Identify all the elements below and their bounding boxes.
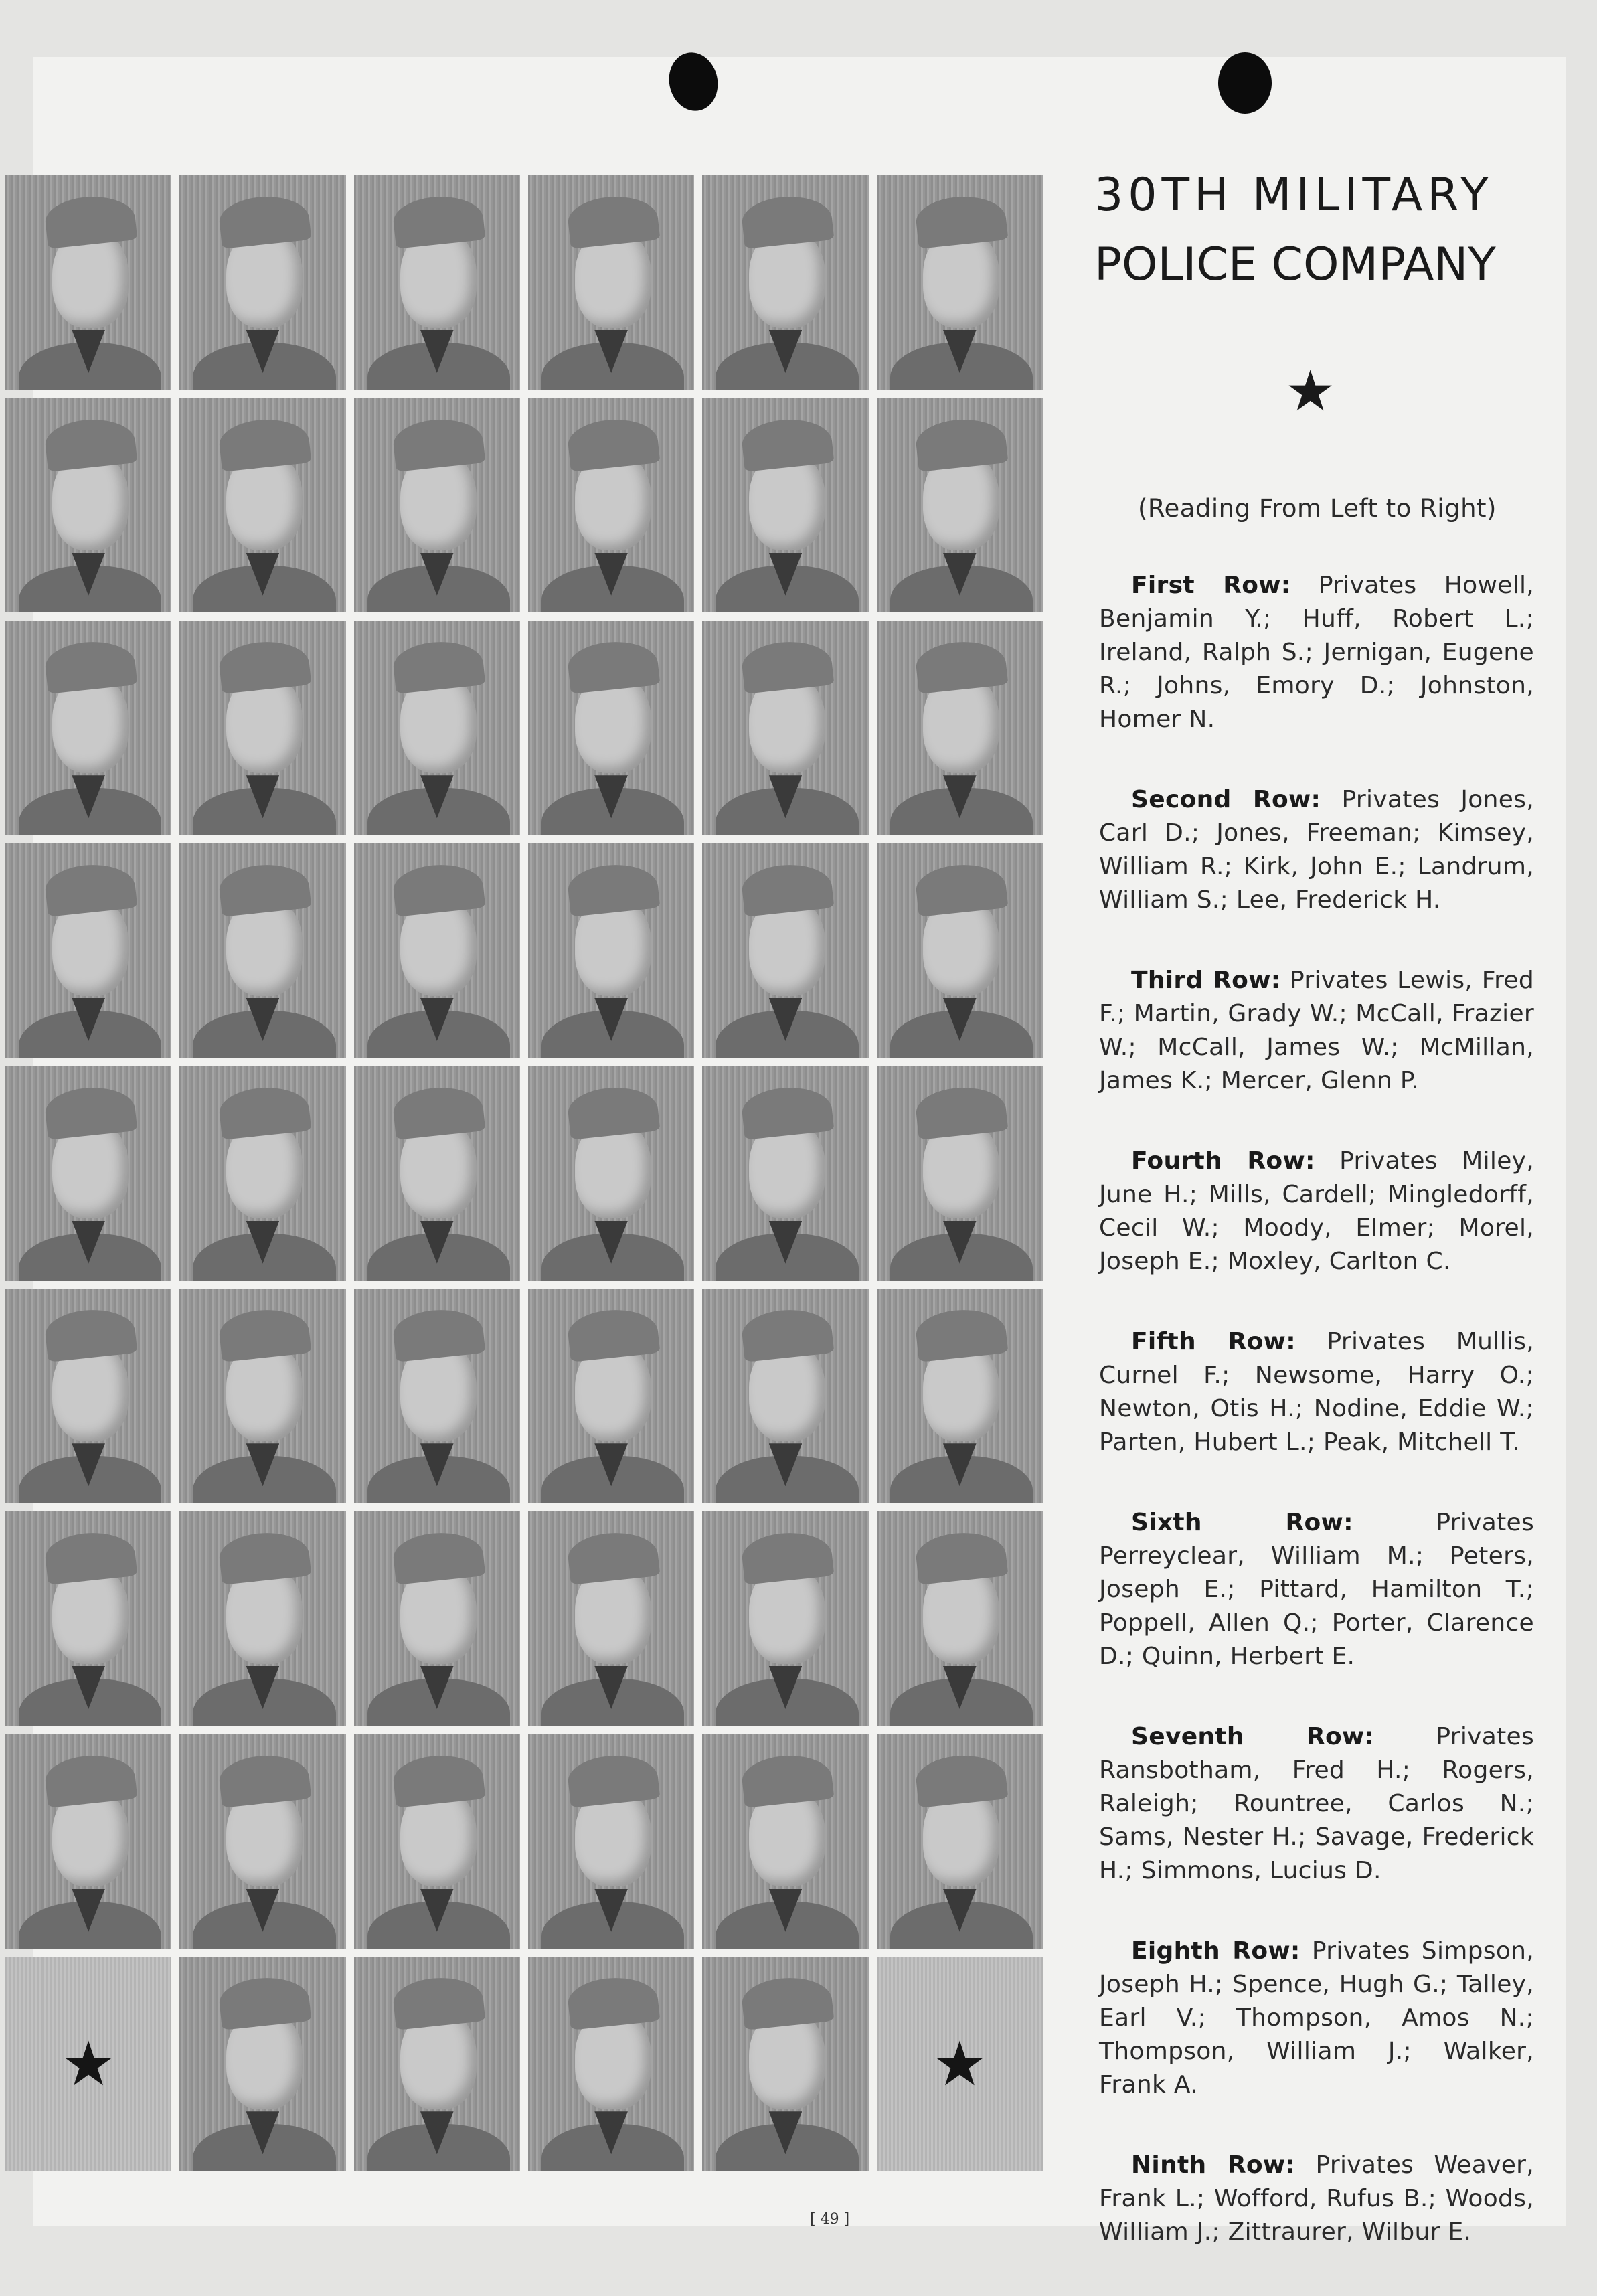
- portrait-cap: [392, 1751, 486, 1807]
- portrait-photo: [877, 843, 1043, 1058]
- portrait-cap: [740, 860, 835, 916]
- portrait-photo: [702, 398, 868, 613]
- portrait-grid: [5, 175, 1043, 2171]
- portrait-photo: [702, 843, 868, 1058]
- portrait-photo: [179, 1957, 345, 2171]
- portrait-cap: [914, 415, 1009, 471]
- portrait-cap: [566, 638, 660, 694]
- portrait-cap: [740, 415, 835, 471]
- portrait-photo: [877, 1734, 1043, 1949]
- row-names: Privates Weaver, Frank L.; Wofford, Rufus B.; Woods, William J.; Zittraurer, Wilbur E.: [1099, 2151, 1535, 2246]
- portrait-cap: [914, 1751, 1009, 1807]
- portrait-cap: [392, 192, 486, 248]
- row-names: Privates Lewis, Fred F.; Martin, Grady W.; McCall, Frazier W.; McCall, James W.; McMillan, James K.; Mercer, Glenn P.: [1099, 967, 1534, 1094]
- portrait-cap: [392, 1083, 486, 1139]
- portrait-photo: [702, 1066, 868, 1281]
- portrait-cap: [43, 415, 137, 471]
- portrait-cap: [566, 1528, 660, 1584]
- star-icon: ★: [60, 2028, 116, 2101]
- row-caption-6: [1099, 1506, 1534, 1673]
- portrait-photo: [179, 398, 345, 613]
- portrait-cap: [43, 192, 137, 248]
- portrait-photo: [179, 621, 345, 835]
- portrait-photo: [354, 398, 520, 613]
- portrait-photo: [354, 621, 520, 835]
- portrait-cap: [392, 860, 486, 916]
- portrait-cap: [218, 1974, 312, 2030]
- portrait-cap: [914, 192, 1009, 248]
- portrait-cap: [566, 192, 660, 248]
- row-label: Seventh Row:: [1131, 1723, 1375, 1750]
- row-caption-9: [1099, 2149, 1534, 2249]
- portrait-cap: [392, 415, 486, 471]
- row-names: Privates Mullis, Curnel F.; Newsome, Harry O.; Newton, Otis H.; Nodine, Eddie W.; Parten, Hubert L.; Peak, Mitchell T.: [1099, 1328, 1534, 1456]
- portrait-photo: [702, 175, 868, 390]
- punch-hole-right: [1218, 52, 1272, 114]
- portrait-cap: [218, 1083, 312, 1139]
- portrait-photo: [354, 1511, 520, 1726]
- row-names: Privates Simpson, Joseph H.; Spence, Hugh G.; Talley, Earl V.; Thompson, Amos N.; Thompson, William J.; Walker, Frank A.: [1099, 1937, 1535, 2099]
- title-line-1: 30TH MILITARY: [1094, 169, 1493, 222]
- portrait-photo: [702, 1511, 868, 1726]
- portrait-cap: [43, 1083, 137, 1139]
- portrait-photo: [877, 398, 1043, 613]
- portrait-photo: [877, 1066, 1043, 1281]
- portrait-cap: [566, 1974, 660, 2030]
- portrait-photo: [528, 1734, 694, 1949]
- portrait-photo: [877, 175, 1043, 390]
- portrait-photo: [354, 175, 520, 390]
- portrait-cap: [566, 1083, 660, 1139]
- portrait-cap: [740, 638, 835, 694]
- portrait-cap: [740, 1751, 835, 1807]
- star-placeholder: [5, 1957, 171, 2171]
- portrait-cap: [218, 192, 312, 248]
- portrait-photo: [354, 1066, 520, 1281]
- row-caption-8: [1099, 1935, 1534, 2102]
- portrait-cap: [218, 1751, 312, 1807]
- portrait-cap: [740, 192, 835, 248]
- portrait-cap: [740, 1528, 835, 1584]
- portrait-photo: [877, 621, 1043, 835]
- portrait-photo: [354, 843, 520, 1058]
- portrait-photo: [5, 1066, 171, 1281]
- row-label: Ninth Row:: [1131, 2151, 1296, 2179]
- portrait-photo: [5, 1289, 171, 1503]
- star-placeholder: [877, 1957, 1043, 2171]
- portrait-cap: [566, 1751, 660, 1807]
- portrait-cap: [740, 1974, 835, 2030]
- portrait-photo: [5, 1734, 171, 1949]
- portrait-cap: [566, 415, 660, 471]
- portrait-photo: [528, 398, 694, 613]
- portrait-cap: [218, 1306, 312, 1362]
- title-line-2: POLICE COMPANY: [1094, 238, 1496, 291]
- row-label: Fifth Row:: [1131, 1328, 1296, 1356]
- row-label: Second Row:: [1131, 786, 1321, 813]
- row-caption-2: [1099, 783, 1534, 917]
- portrait-cap: [43, 1306, 137, 1362]
- portrait-cap: [392, 1974, 486, 2030]
- row-caption-7: [1099, 1720, 1534, 1888]
- reading-note: (Reading From Left to Right): [1138, 494, 1497, 523]
- portrait-cap: [218, 638, 312, 694]
- portrait-cap: [914, 1528, 1009, 1584]
- portrait-cap: [43, 1528, 137, 1584]
- portrait-cap: [43, 1751, 137, 1807]
- portrait-photo: [5, 398, 171, 613]
- portrait-photo: [179, 175, 345, 390]
- portrait-cap: [392, 638, 486, 694]
- portrait-cap: [218, 415, 312, 471]
- portrait-cap: [914, 1306, 1009, 1362]
- row-label: Eighth Row:: [1131, 1937, 1300, 1965]
- row-names: Privates Howell, Benjamin Y.; Huff, Robert L.; Ireland, Ralph S.; Jernigan, Eugene R.; Johns, Emory D.; Johnston, Homer N.: [1099, 572, 1534, 733]
- row-label: Third Row:: [1131, 967, 1281, 994]
- portrait-cap: [914, 860, 1009, 916]
- portrait-cap: [392, 1528, 486, 1584]
- portrait-photo: [528, 1066, 694, 1281]
- portrait-cap: [392, 1306, 486, 1362]
- portrait-photo: [5, 1511, 171, 1726]
- portrait-photo: [528, 621, 694, 835]
- page-title: [1094, 169, 1549, 291]
- portrait-photo: [702, 1957, 868, 2171]
- row-caption-3: [1099, 964, 1534, 1098]
- page-number: [ 49 ]: [810, 2211, 850, 2228]
- row-names: Privates Jones, Carl D.; Jones, Freeman; Kimsey, William R.; Kirk, John E.; Landrum, William S.; Lee, Frederick H.: [1099, 786, 1534, 914]
- row-label: First Row:: [1131, 572, 1291, 599]
- portrait-photo: [528, 843, 694, 1058]
- portrait-cap: [566, 1306, 660, 1362]
- portrait-photo: [877, 1289, 1043, 1503]
- portrait-photo: [702, 1289, 868, 1503]
- portrait-photo: [702, 1734, 868, 1949]
- portrait-photo: [179, 843, 345, 1058]
- portrait-photo: [5, 843, 171, 1058]
- portrait-photo: [354, 1957, 520, 2171]
- portrait-cap: [914, 1083, 1009, 1139]
- row-caption-5: [1099, 1325, 1534, 1459]
- row-names: Privates Miley, June H.; Mills, Cardell; Mingledorff, Cecil W.; Moody, Elmer; Morel, Joseph E.; Moxley, Carlton C.: [1099, 1147, 1535, 1275]
- portrait-photo: [179, 1289, 345, 1503]
- portrait-photo: [877, 1511, 1043, 1726]
- portrait-cap: [740, 1306, 835, 1362]
- portrait-photo: [179, 1511, 345, 1726]
- portrait-photo: [528, 175, 694, 390]
- portrait-cap: [43, 638, 137, 694]
- portrait-cap: [218, 1528, 312, 1584]
- row-caption-4: [1099, 1145, 1534, 1279]
- portrait-cap: [218, 860, 312, 916]
- portrait-photo: [5, 621, 171, 835]
- portrait-photo: [528, 1289, 694, 1503]
- portrait-cap: [740, 1083, 835, 1139]
- portrait-photo: [528, 1957, 694, 2171]
- row-names: Privates Ransbotham, Fred H.; Rogers, Raleigh; Rountree, Carlos N.; Sams, Nester H.; Savage, Frederick H.; Simmons, Lucius D.: [1099, 1723, 1535, 1884]
- row-label: Sixth Row:: [1131, 1509, 1353, 1536]
- star-ornament: ★: [1285, 358, 1336, 424]
- portrait-photo: [179, 1066, 345, 1281]
- portrait-photo: [179, 1734, 345, 1949]
- portrait-photo: [702, 621, 868, 835]
- star-icon: ★: [932, 2028, 988, 2101]
- portrait-photo: [354, 1289, 520, 1503]
- row-caption-1: [1099, 569, 1534, 736]
- row-label: Fourth Row:: [1131, 1147, 1315, 1175]
- portrait-photo: [528, 1511, 694, 1726]
- row-captions: [1099, 569, 1534, 2296]
- portrait-cap: [43, 860, 137, 916]
- portrait-cap: [914, 638, 1009, 694]
- portrait-photo: [354, 1734, 520, 1949]
- portrait-cap: [566, 860, 660, 916]
- portrait-photo: [5, 175, 171, 390]
- row-names: Privates Perreyclear, William M.; Peters, Joseph E.; Pittard, Hamilton T.; Poppell, Allen Q.; Porter, Clarence D.; Quinn, Herbert E.: [1099, 1509, 1535, 1670]
